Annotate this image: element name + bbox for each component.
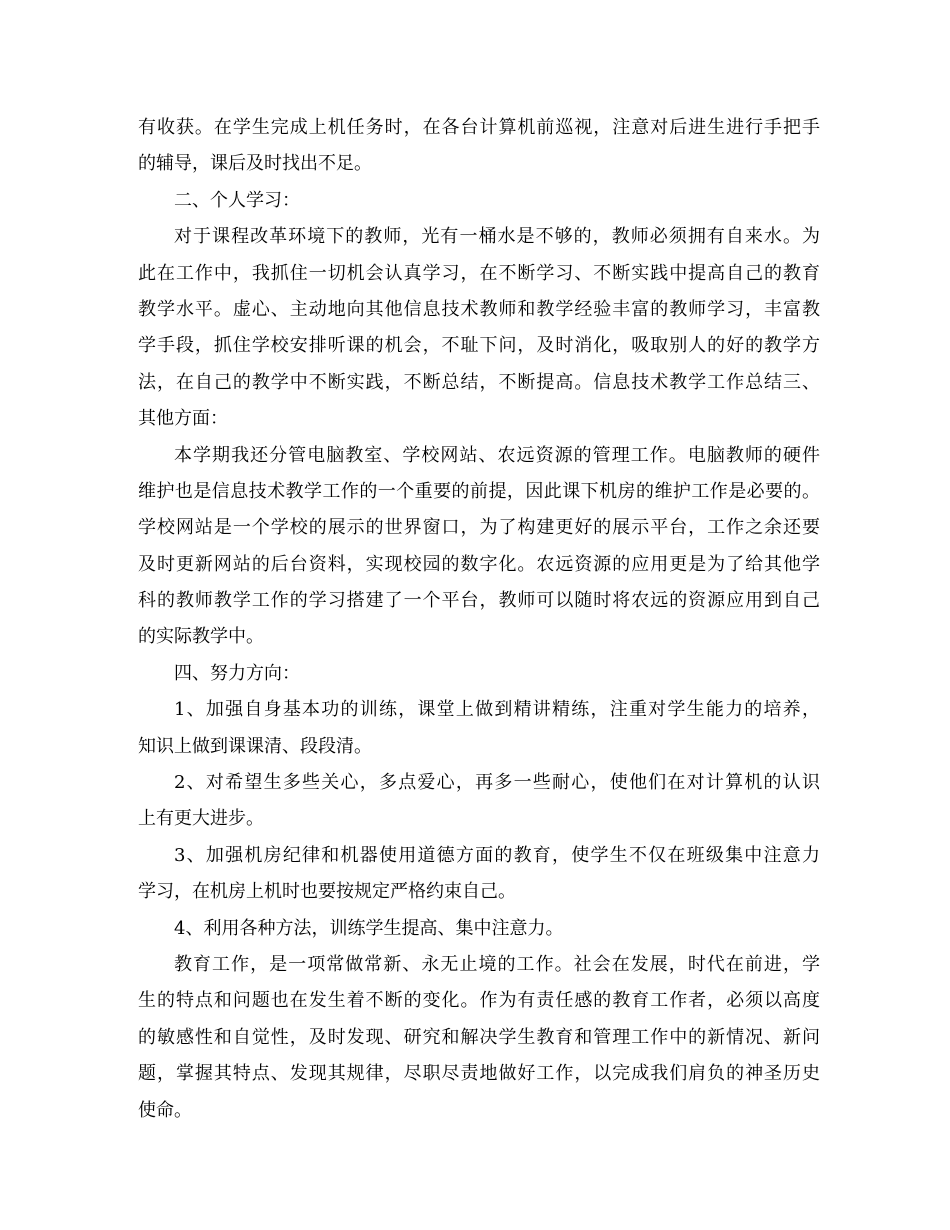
- paragraph-personal-study: [138, 219, 820, 437]
- text-line: 二、个人学习：: [174, 189, 300, 211]
- text-line: 有收获。在学生完成上机任务时，在各台计算机前巡视，注意对后进生进行手把手: [138, 117, 820, 138]
- text-line: 本学期我还分管电脑教室、学校网站、农远资源的管理工作。电脑教师的硬件: [174, 444, 820, 466]
- text-line: 法，在自己的教学中不断实践，不断总结，不断提高。信息技术教学工作总结三、: [138, 371, 820, 393]
- text-line: 其他方面：: [138, 408, 228, 430]
- text-line: 题，掌握其特点、发现其规律，尽职尽责地做好工作，以完成我们肩负的神圣历史: [138, 1063, 820, 1085]
- text-line: 2、对希望生多些关心，多点爱心，再多一些耐心，使他们在对计算机的认识: [174, 772, 820, 794]
- text-line: 四、努力方向：: [174, 662, 300, 684]
- text-line: 对于课程改革环境下的教师，光有一桶水是不够的，教师必须拥有自来水。为: [174, 226, 820, 248]
- text-line: 知识上做到课课清、段段清。: [138, 735, 372, 757]
- text-line: 3、加强机房纪律和机器使用道德方面的教育，使学生不仅在班级集中注意力: [174, 844, 820, 866]
- list-item-direction-2: [138, 765, 820, 838]
- text-line: 及时更新网站的后台资料，实现校园的数字化。农远资源的应用更是为了给其他学: [138, 553, 820, 575]
- list-item-direction-4: [138, 911, 820, 947]
- text-line: 学校网站是一个学校的展示的世界窗口，为了构建更好的展示平台，工作之余还要: [138, 517, 820, 539]
- section-heading-direction: [138, 656, 820, 692]
- text-line: 上有更大进步。: [138, 808, 264, 830]
- list-item-direction-3: [138, 838, 820, 911]
- text-line: 学习，在机房上机时也要按规定严格约束自己。: [138, 881, 516, 903]
- text-line: 维护也是信息技术教学工作的一个重要的前提，因此课下机房的维护工作是必要的。: [138, 480, 820, 502]
- text-line: 的实际教学中。: [138, 626, 264, 648]
- document-page: [138, 110, 820, 1129]
- text-line: 4、利用各种方法，训练学生提高、集中注意力。: [174, 917, 564, 939]
- text-line: 的敏感性和自觉性，及时发现、研究和解决学生教育和管理工作中的新情况、新问: [138, 1026, 820, 1048]
- text-line: 的辅导，课后及时找出不足。: [138, 153, 372, 175]
- paragraph-conclusion: [138, 947, 820, 1129]
- section-heading-personal-study: [138, 183, 820, 219]
- text-line: 使命。: [138, 1099, 192, 1121]
- text-line: 教育工作，是一项常做常新、永无止境的工作。社会在发展，时代在前进，学: [174, 953, 820, 975]
- paragraph-other-aspects: [138, 438, 820, 656]
- text-line: 此在工作中，我抓住一切机会认真学习，在不断学习、不断实践中提高自己的教育: [138, 262, 820, 284]
- text-line: 科的教师教学工作的学习搭建了一个平台，教师可以随时将农远的资源应用到自己: [138, 590, 820, 612]
- text-line: 1、加强自身基本功的训练，课堂上做到精讲精练，注重对学生能力的培养，: [174, 699, 820, 721]
- text-line: 学手段，抓住学校安排听课的机会，不耻下问，及时消化，吸取别人的好的教学方: [138, 335, 820, 357]
- text-line: 教学水平。虚心、主动地向其他信息技术教师和教学经验丰富的教师学习，丰富教: [138, 298, 820, 320]
- list-item-direction-1: [138, 692, 820, 765]
- text-line: 生的特点和问题也在发生着不断的变化。作为有责任感的教育工作者，必须以高度: [138, 990, 820, 1012]
- paragraph-continuation: [138, 110, 820, 183]
